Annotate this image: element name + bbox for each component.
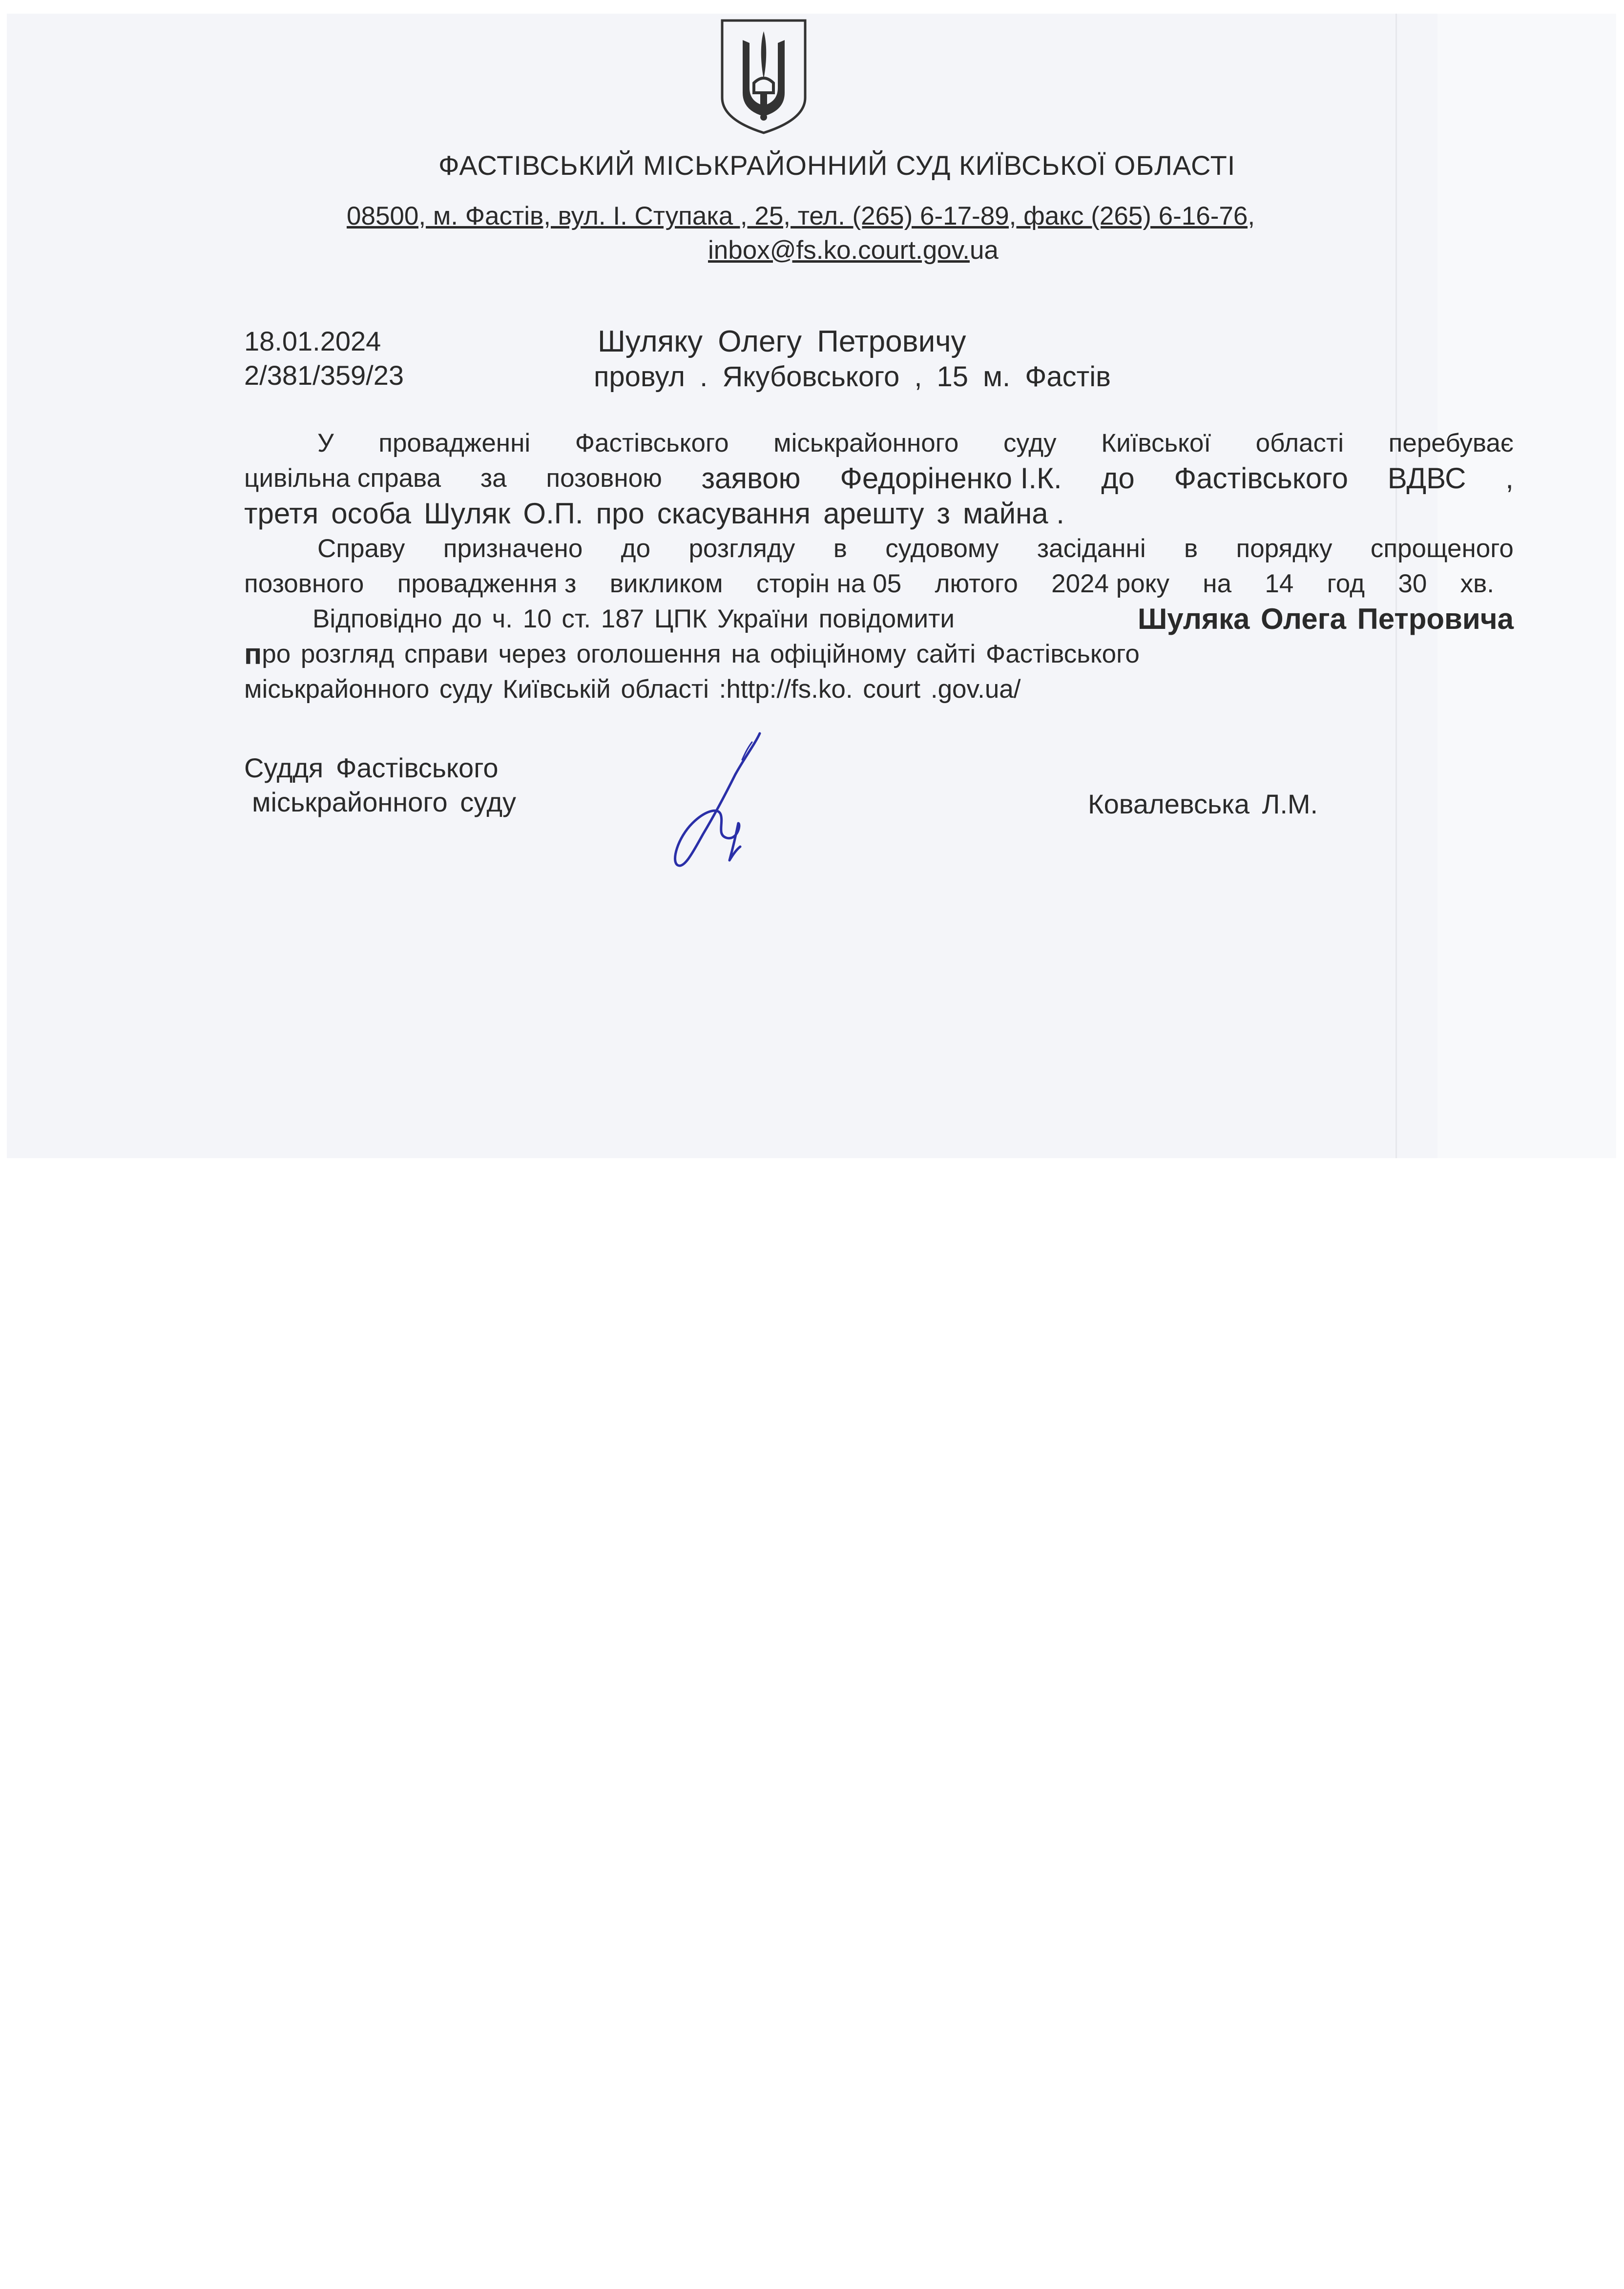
word: міськрайонного [773,429,959,458]
word: ВДВС [1387,462,1466,495]
handwritten-signature [664,728,767,874]
word: О.П. [523,497,583,530]
word: позовною [546,464,662,493]
notification-text: Відповідно до ч. 10 ст. 187 ЦПК України повідомити [312,604,955,633]
word: в [833,534,847,563]
word: за [480,464,507,493]
bold-recipient-name: Шуляка Олега Петровича [1137,603,1514,635]
court-website-text: міськрайонного суду Київській області :http://fs.ko. court .gov.ua/ [244,675,1021,704]
paragraph-2-line-2 [244,566,1514,602]
word: скасування [657,497,811,530]
recipient-address: провул . Якубовського , 15 м. Фастів [594,361,1111,393]
paragraph-1-line-1 [244,426,1514,461]
paragraph-3-line-2 [244,637,1514,672]
word: суду [1003,429,1057,458]
paragraph-1-line-3 [244,496,1514,531]
word: Справу [317,534,405,563]
word: особа [331,497,411,530]
word: до [1101,462,1135,495]
word: лютого [935,569,1018,598]
word: Шуляк [423,497,511,530]
word: 14 [1265,569,1294,598]
court-name-heading: ФАСТІВСЬКИЙ МІСЬКРАЙОННИЙ СУД КИЇВСЬКОЇ ОБЛАСТІ [438,150,1236,181]
word: розгляду [688,534,795,563]
judge-name: Ковалевська Л.М. [1088,789,1318,819]
court-address: 08500, м. Фастів, вул. І. Ступака , 25, тел. (265) 6-17-89, факс (265) 6-16-76, [347,202,1255,230]
word: майна . [962,497,1064,530]
word: до [621,534,651,563]
word: , [1505,462,1514,495]
paragraph-3-line-1 [244,602,1514,637]
court-email-tld: ua [969,236,999,265]
word: Федоріненко І.К. [840,462,1062,495]
paragraph-3-line-3 [244,672,1514,707]
word: год [1327,569,1365,598]
word: 30 [1398,569,1427,598]
word: Фастівського [575,429,729,458]
case-number: 2/381/359/23 [244,360,404,391]
word: призначено [443,534,583,563]
word: порядку [1236,534,1333,563]
word: 2024 року [1051,569,1169,598]
word: провадженні [378,429,531,458]
word: засіданні [1037,534,1146,563]
paragraph-case-info [244,426,1514,707]
word: судовому [885,534,999,563]
word: з [937,497,950,530]
word: в [1184,534,1198,563]
word: арешту [823,497,924,530]
paragraph-1-line-2 [244,461,1514,496]
paragraph-2-line-1 [244,531,1514,566]
word: цивільна справа [244,464,441,493]
word: спрощеного [1370,534,1514,563]
court-email-link[interactable]: inbox@fs.ko.court.gov. [708,236,970,265]
word: області [1255,429,1344,458]
judge-title-line-1: Суддя Фастівського [244,752,499,783]
coat-of-arms-trident-icon [717,15,810,137]
word: третя [244,497,319,530]
word: про [596,497,645,530]
word: провадження з [397,569,577,598]
document-date: 18.01.2024 [244,326,381,356]
word: Київської [1101,429,1211,458]
court-email [708,235,999,265]
word: заявою [701,462,801,495]
word: хв. [1460,569,1494,598]
word: Фастівського [1174,462,1349,495]
judge-title-line-2: міськрайонного суду [252,787,517,817]
word: сторін на 05 [756,569,902,598]
word: викликом [609,569,723,598]
recipient-name: Шуляку Олегу Петровичу [598,325,966,358]
word: перебуває [1388,429,1514,458]
bold-letter: п [244,638,262,670]
word: позовного [244,569,364,598]
word: У [317,429,334,458]
notification-text-cont: ро розгляд справи через оголошення на офіційному сайті Фастівського [262,640,1140,668]
word: на [1203,569,1232,598]
